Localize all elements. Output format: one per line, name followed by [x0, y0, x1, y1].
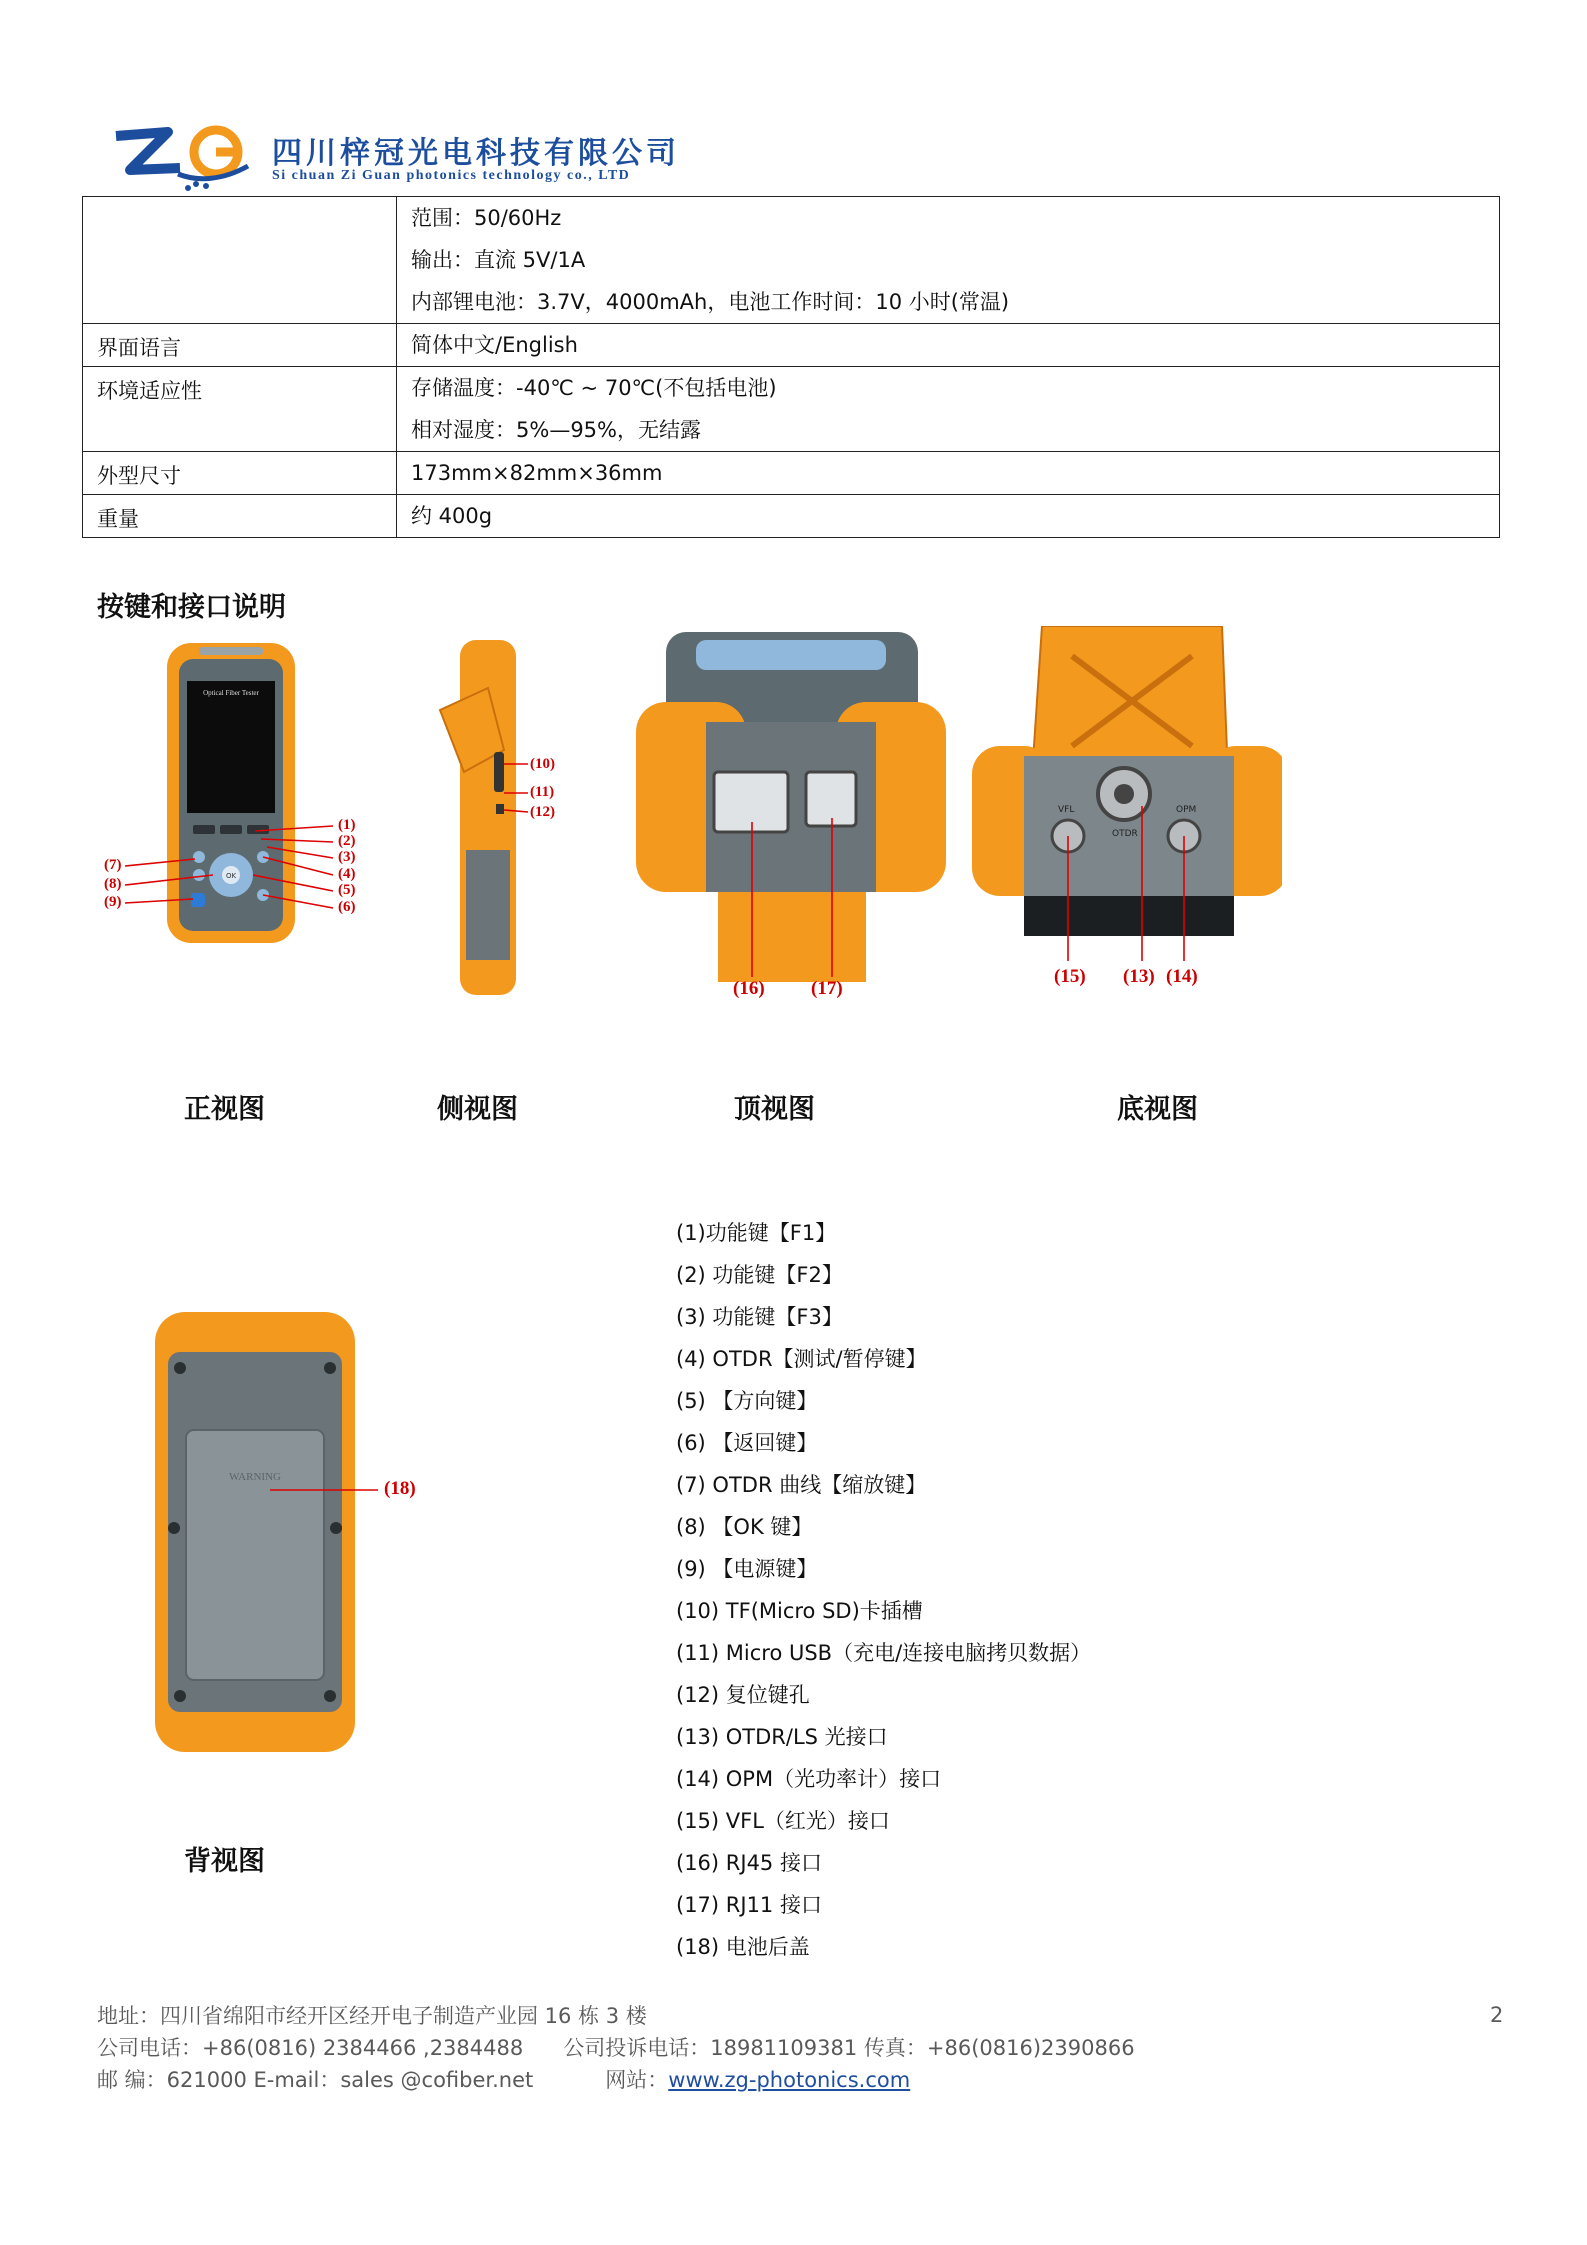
footer-phone: 公司电话：+86(0816) 2384466 ,2384488	[97, 2036, 524, 2060]
callout-15: (15)	[1054, 966, 1086, 987]
footer-contact-line	[97, 2064, 1135, 2096]
list-item: (2) 功能键【F2】	[676, 1263, 843, 1287]
screen-title: Optical Fiber Tester	[203, 689, 259, 697]
table-row	[83, 495, 1500, 538]
callout-16: (16)	[733, 978, 765, 999]
table-cell-label	[83, 197, 397, 324]
ok-key-label: OK	[225, 872, 237, 880]
callout-2: (2)	[338, 833, 356, 849]
table-row	[83, 324, 1500, 367]
callout-10: (10)	[530, 756, 555, 772]
footer	[97, 2000, 1135, 2096]
list-item: (10) TF(Micro SD)卡插槽	[676, 1599, 923, 1623]
list-item: (18) 电池后盖	[676, 1935, 810, 1959]
list-item: (7) OTDR 曲线【缩放键】	[676, 1473, 927, 1497]
footer-website-label: 网站：	[605, 2068, 669, 2092]
front-view-caption: 正视图	[184, 1094, 265, 1124]
dimensions: 173mm×82mm×36mm	[411, 461, 663, 485]
table-cell-label: 环境适应性	[83, 367, 397, 452]
callout-11: (11)	[530, 784, 555, 800]
opm-label: OPM	[1176, 805, 1197, 815]
list-item: (8) 【OK 键】	[676, 1515, 813, 1539]
top-view-caption: 顶视图	[734, 1094, 815, 1124]
footer-phone-line	[97, 2032, 1135, 2064]
list-item: (13) OTDR/LS 光接口	[676, 1725, 888, 1749]
table-cell-value	[397, 452, 1500, 495]
callout-4: (4)	[338, 866, 356, 882]
list-item: (16) RJ45 接口	[676, 1851, 822, 1875]
callout-9: (9)	[104, 894, 122, 910]
callout-1: (1)	[338, 817, 356, 833]
list-item: (11) Micro USB（充电/连接电脑拷贝数据）	[676, 1641, 1092, 1665]
page-number: 2	[1490, 2003, 1504, 2027]
bottom-view-caption: 底视图	[1117, 1094, 1198, 1124]
list-item: (14) OPM（光功率计）接口	[676, 1767, 942, 1791]
website-link[interactable]: www.zg-photonics.com	[668, 2068, 911, 2092]
spec-table	[82, 196, 1500, 538]
footer-postcode: 邮 编：621000 E-mail：sales @cofiber.net	[97, 2068, 534, 2092]
front-view-image	[95, 635, 425, 955]
callout-18: (18)	[384, 1478, 416, 1499]
table-cell-label: 界面语言	[83, 324, 397, 367]
power-output: 输出：直流 5V/1A	[411, 248, 586, 272]
list-item: (5) 【方向键】	[676, 1389, 818, 1413]
callout-6: (6)	[338, 899, 356, 915]
section-title: 按键和接口说明	[97, 592, 286, 622]
weight: 约 400g	[411, 504, 493, 528]
callout-8: (8)	[104, 876, 122, 892]
battery-info: 内部锂电池：3.7V，4000mAh，电池工作时间：10 小时(常温)	[411, 290, 1010, 314]
callout-12: (12)	[530, 804, 555, 820]
list-item: (1)功能键【F1】	[676, 1221, 837, 1245]
side-view-caption: 侧视图	[437, 1094, 518, 1124]
list-item: (4) OTDR【测试/暂停键】	[676, 1347, 927, 1371]
bottom-view-image	[972, 626, 1282, 976]
table-cell-label: 外型尺寸	[83, 452, 397, 495]
callout-13: (13)	[1123, 966, 1155, 987]
list-item: (9) 【电源键】	[676, 1557, 818, 1581]
table-cell-value	[397, 367, 1500, 452]
callout-7: (7)	[104, 857, 122, 873]
callout-14: (14)	[1166, 966, 1198, 987]
otdr-label: OTDR	[1112, 829, 1138, 839]
table-row	[83, 452, 1500, 495]
top-view-image	[636, 632, 956, 1012]
table-cell-value	[397, 324, 1500, 367]
callout-5: (5)	[338, 882, 356, 898]
language-value: 简体中文/English	[411, 333, 578, 357]
table-row	[83, 367, 1500, 452]
vfl-label: VFL	[1058, 805, 1075, 815]
callout-3: (3)	[338, 849, 356, 865]
footer-address: 地址：四川省绵阳市经开区经开电子制造产业园 16 栋 3 楼	[97, 2004, 647, 2028]
company-name-en: Si chuan Zi Guan photonics technology co., LTD	[272, 168, 631, 183]
list-item: (12) 复位键孔	[676, 1683, 810, 1707]
table-cell-value	[397, 197, 1500, 324]
power-range: 范围：50/60Hz	[411, 206, 562, 230]
back-view-caption: 背视图	[184, 1846, 265, 1876]
list-item: (17) RJ11 接口	[676, 1893, 822, 1917]
table-row	[83, 197, 1500, 324]
footer-complaint: 公司投诉电话：18981109381 传真：+86(0816)2390866	[563, 2036, 1135, 2060]
company-logo	[108, 122, 258, 192]
list-item: (3) 功能键【F3】	[676, 1305, 843, 1329]
list-item: (6) 【返回键】	[676, 1431, 818, 1455]
humidity: 相对湿度：5%—95%，无结露	[411, 418, 701, 442]
back-view-image	[150, 1312, 450, 1762]
table-cell-label: 重量	[83, 495, 397, 538]
company-name-cn: 四川梓冠光电科技有限公司	[272, 136, 680, 171]
list-item: (15) VFL（红光）接口	[676, 1809, 890, 1833]
table-cell-value	[397, 495, 1500, 538]
callout-17: (17)	[811, 978, 843, 999]
side-view-image	[430, 640, 600, 1000]
back-warning-label: WARNING	[229, 1471, 281, 1483]
key-list	[676, 1212, 1091, 1968]
storage-temp: 存储温度：-40℃ ~ 70℃(不包括电池)	[411, 376, 777, 400]
